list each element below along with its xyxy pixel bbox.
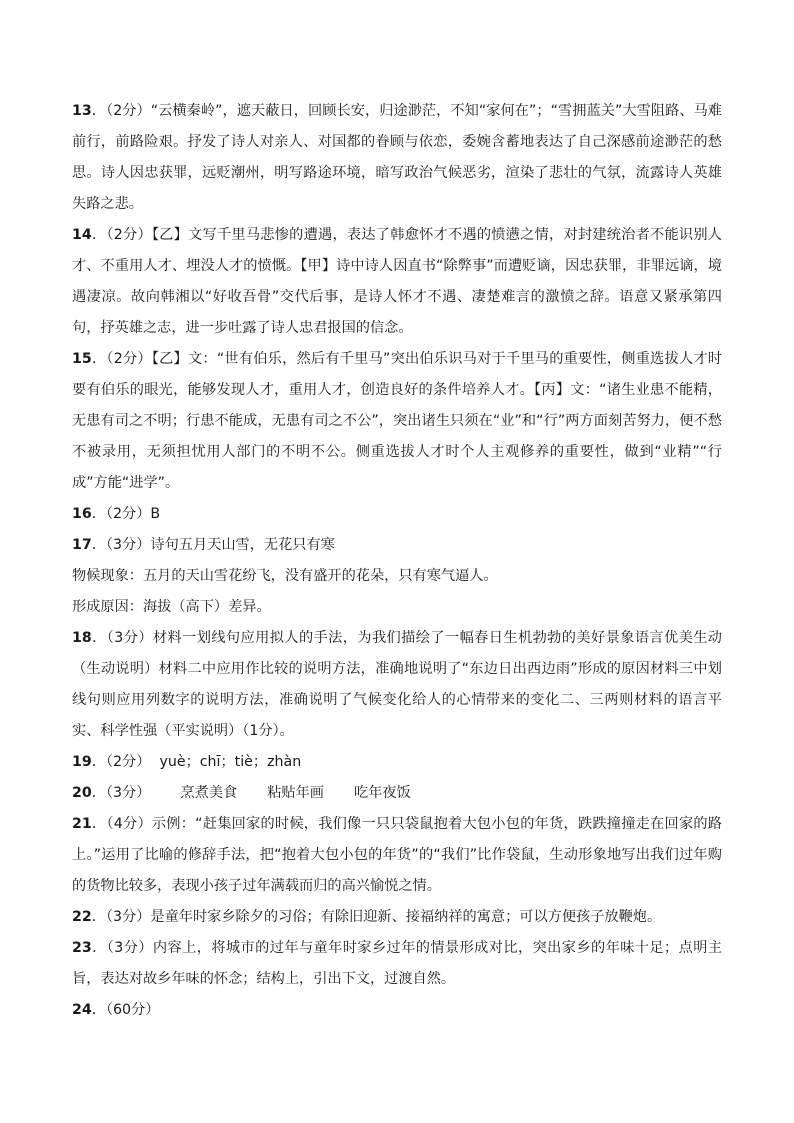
answer-prefix: ．（3分） [91,785,151,801]
question-number: 19 [72,754,92,770]
answer-17-cause [72,592,722,623]
question-number: 23 [72,940,92,956]
answer-text: ．（3分）内容上，将城市的过年与童年时家乡过年的情景形成对比，突出家乡的年味十足；点明主旨，表达对故乡年味的怀念；结构上，引出下文，过渡自然。 [72,940,722,987]
answer-22 [72,902,722,933]
question-number: 21 [72,816,92,832]
question-number: 15 [72,351,92,367]
question-number: 13 [72,103,92,119]
answer-item: 烹煮美食 [180,785,238,801]
answer-text: ．（2分）“云横秦岭”，遮天蔽日，回顾长安，归途渺茫，不知“家何在”；“雪拥蓝关”大雪阻路、马难前行，前路险艰。抒发了诗人对亲人、对国都的眷顾与依恋，委婉含蓄地表达了自己深感前途渺茫的愁思。诗人因忠获罪，远贬潮州，明写路途环境，暗写政治气候恶劣，渲染了悲壮的气氛，流露诗人英雄失路之悲。 [72,103,722,212]
answer-24 [72,995,722,1026]
answer-16 [72,499,722,530]
answer-21 [72,809,722,902]
answer-14 [72,220,722,344]
answer-20 [72,778,722,809]
answer-text: 形成原因：海拔（高下）差异。 [72,599,271,615]
answer-sheet [72,96,722,1026]
answer-text: ．（2分）B [91,506,161,522]
answer-text: ．（4分）示例：“赶集回家的时候，我们像一只只袋鼠抱着大包小包的年货，跌跌撞撞走在回家的路上。”运用了比喻的修辞手法，把“抱着大包小包的年货”的“我们”比作袋鼠，生动形象地写出我们过年购的货物比较多，表现小孩子过年满载而归的高兴愉悦之情。 [72,816,722,894]
answer-23 [72,933,722,995]
answer-text: ．（2分）【乙】文：“世有伯乐，然后有千里马”突出伯乐识马对于千里马的重要性，侧重选拔人才时要有伯乐的眼光，能够发现人才，重用人才，创造良好的条件培养人才。【丙】文：“诸生业患不能精，无患有司之不明；行患不能成，无患有司之不公”，突出诸生只须在“业”和“行”两方面刻苦努力，便不愁不被录用，无须担忧用人部门的不明不公。侧重选拔人才时个人主观修养的重要性，做到“业精”“行成”方能“进学”。 [72,351,722,491]
question-number: 14 [72,227,92,243]
question-number: 17 [72,537,92,553]
answer-17 [72,530,722,561]
answer-18 [72,623,722,747]
answer-text: ．（2分） yuè；chī；tiè；zhàn [91,754,302,770]
answer-text: ．（2分）【乙】文写千里马悲惨的遭遇，表达了韩愈怀才不遇的愤懑之情，对封建统治者不能识别人才、不重用人才、埋没人才的愤慨。【甲】诗中诗人因直书“除弊事”而遭贬谪，因忠获罪，非罪远谪，境遇凄凉。故向韩湘以“好收吾骨”交代后事，是诗人怀才不遇、凄楚难言的激愤之辞。语意又紧承第四句，抒英雄之志，进一步吐露了诗人忠君报国的信念。 [72,227,722,336]
answer-17-phenomenon [72,561,722,592]
answer-13 [72,96,722,220]
question-number: 16 [72,506,92,522]
answer-text: ．（3分）是童年时家乡除夕的习俗；有除旧迎新、接福纳祥的寓意；可以方便孩子放鞭炮。 [91,909,662,925]
answer-text: ．（3分）诗句五月天山雪，无花只有寒 [91,537,335,553]
answer-text: ．（3分）材料一划线句应用拟人的手法，为我们描绘了一幅春日生机勃勃的美好景象语言优美生动（生动说明）材料二中应用作比较的说明方法，准确地说明了“东边日出西边雨”形成的原因材料三中划线句则应用列数字的说明方法，准确说明了气候变化给人的心情带来的变化二、三两则材料的语言平实、科学性强（平实说明）（1分）。 [72,630,722,739]
question-number: 22 [72,909,92,925]
question-number: 18 [72,630,92,646]
answer-19 [72,747,722,778]
question-number: 24 [72,1002,92,1018]
answer-15 [72,344,722,499]
question-number: 20 [72,785,92,801]
answer-item: 粘贴年画 [267,785,324,801]
answer-text: 物候现象：五月的天山雪花纷飞，没有盛开的花朵，只有寒气逼人。 [72,568,498,584]
answer-text: ．（60分） [91,1002,160,1018]
answer-item: 吃年夜饭 [353,785,411,801]
